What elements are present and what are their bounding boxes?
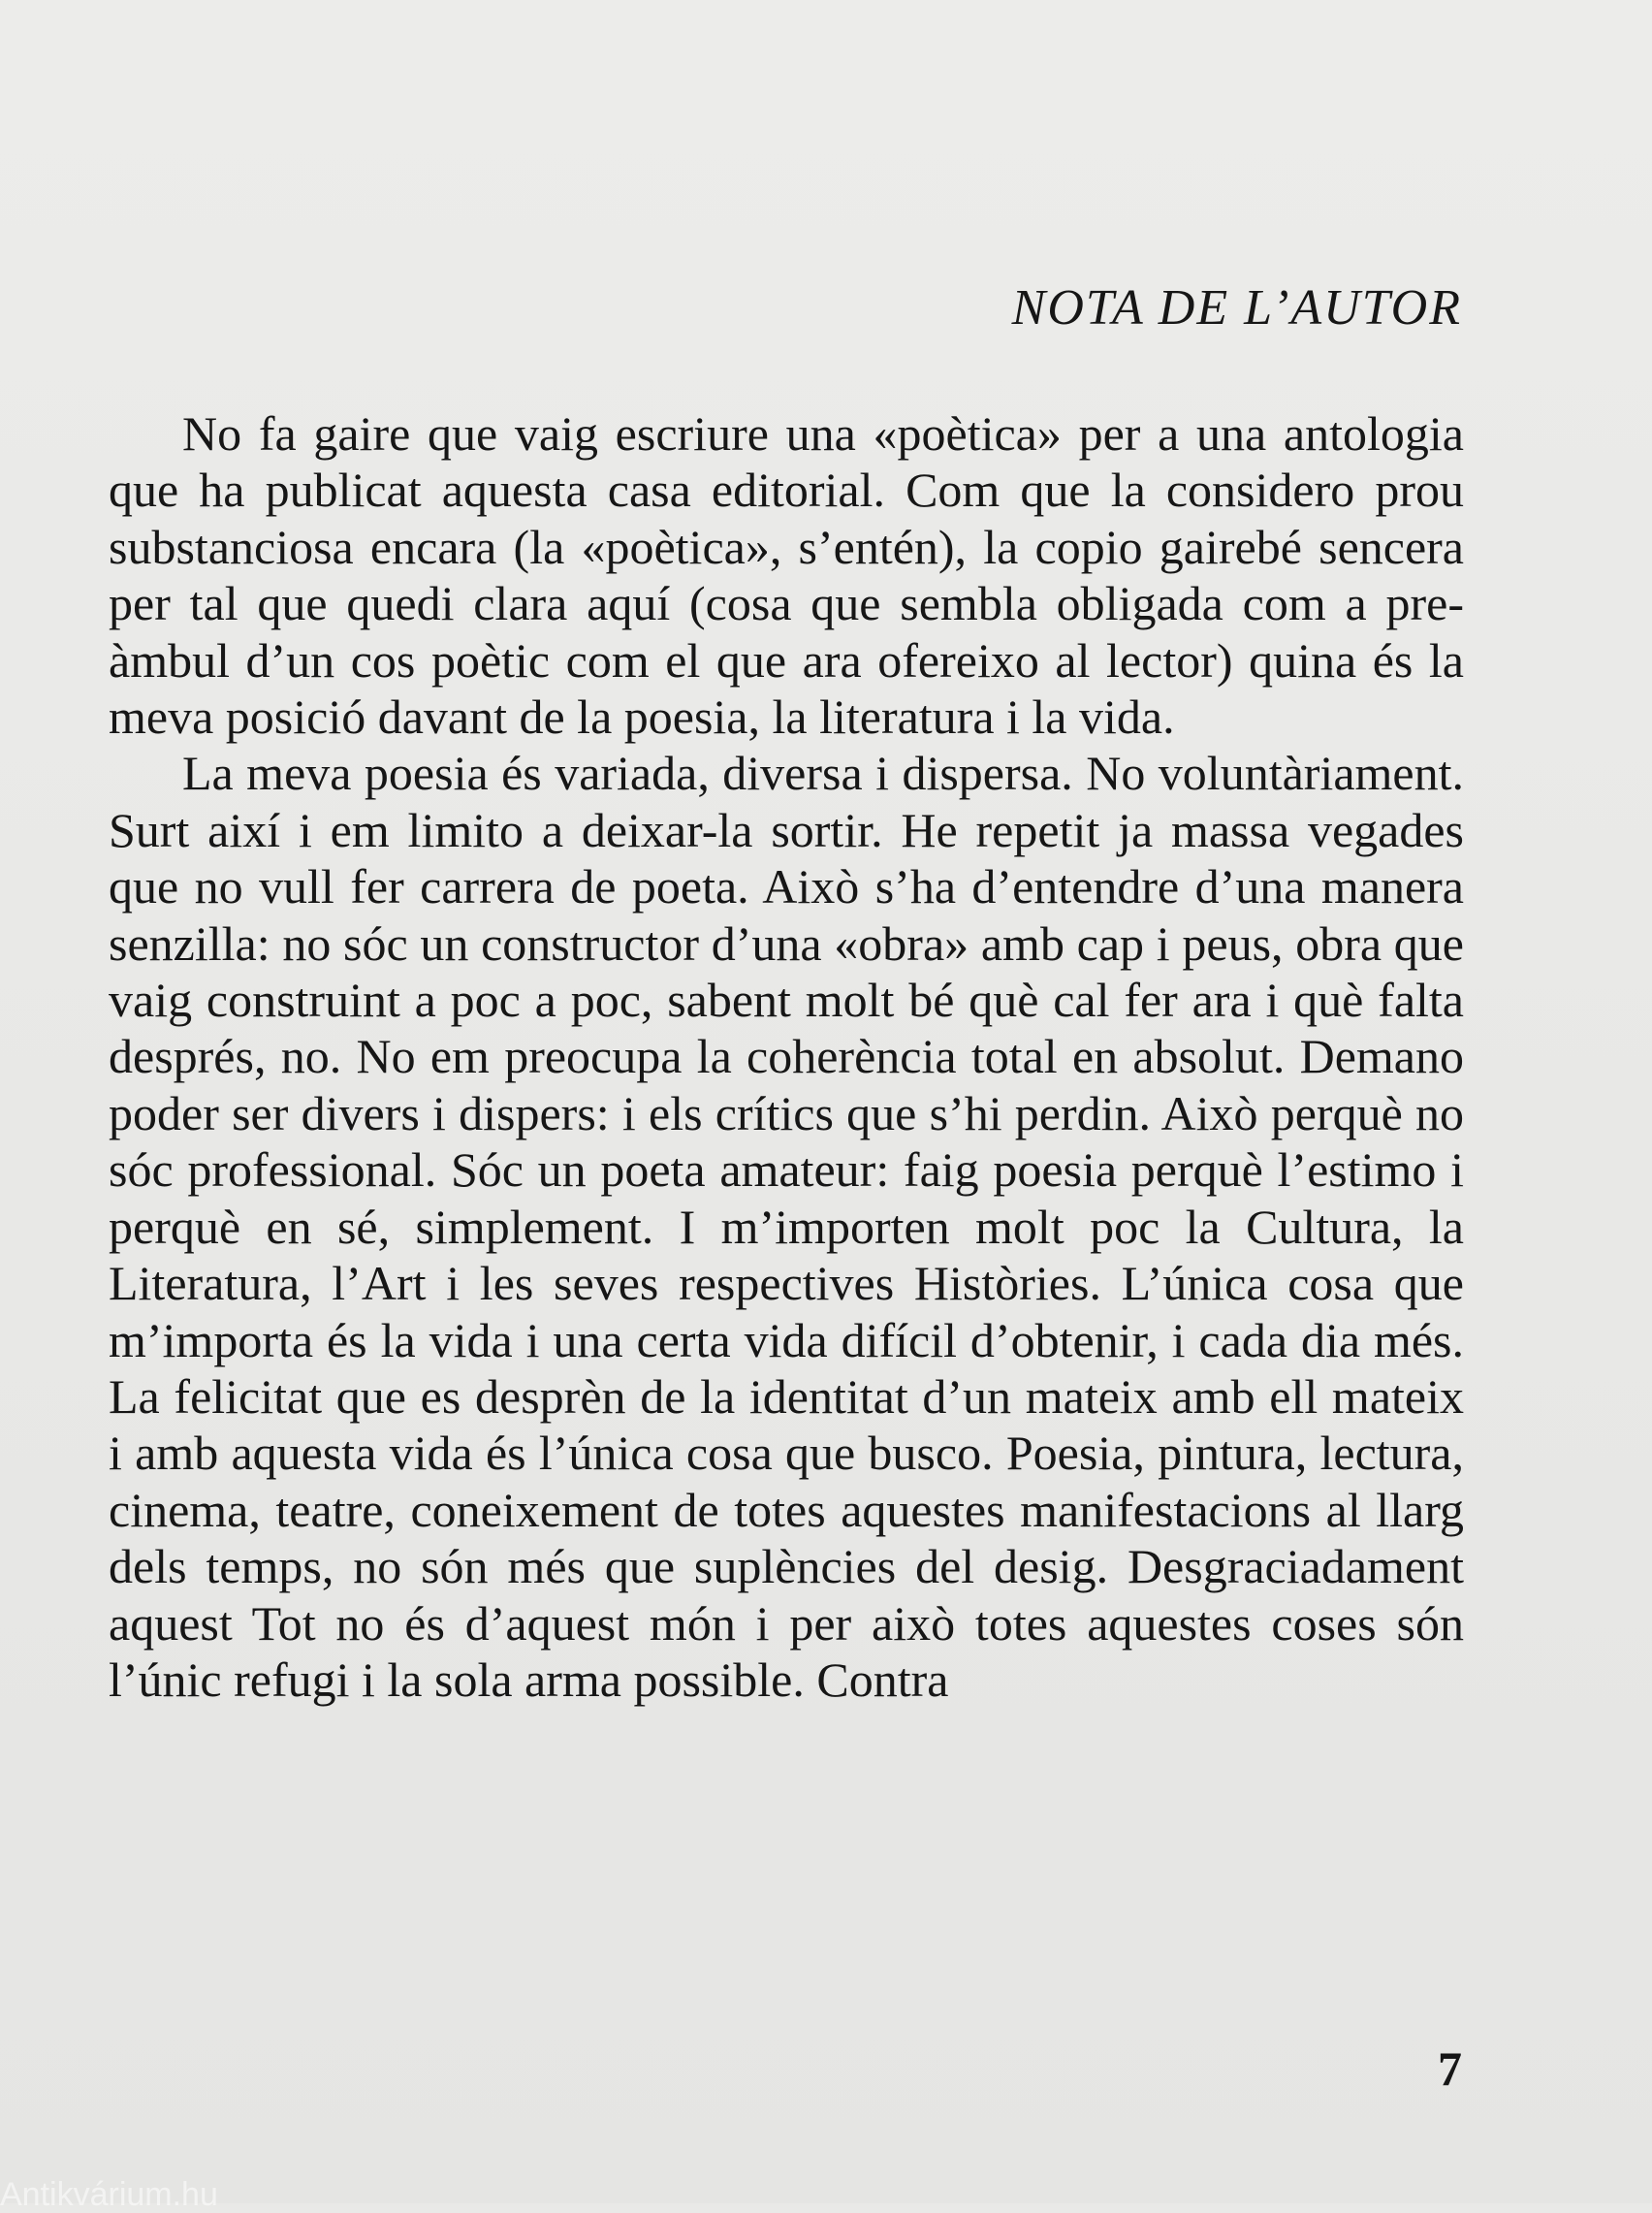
body-text <box>109 405 1464 1708</box>
paragraph-2: La meva poesia és variada, diversa i dispersa. No voluntàriament. Surt així i em limito a deixar-la sortir. He repetit ja massa vegades que no vull fer carrera de poeta. Això s’ha d’entendre d’una manera senzilla: no sóc un constructor d’una «obra» amb cap i peus, obra que vaig construint a poc a poc, sabent molt bé què cal fer ara i què falta després, no. No em preocupa la coherència total en absolut. Demano poder ser divers i dispers: i els crítics que s’hi perdin. Això perquè no sóc professional. Sóc un poeta amateur: faig poesia perquè l’estimo i perquè en sé, simplement. I m’importen molt poc la Cultura, la Literatura, l’Art i les seves respectives Històries. L’única cosa que m’importa és la vida i una certa vida difícil d’obtenir, i cada dia més. La felicitat que es desprèn de la identitat d’un mateix amb ell mateix i amb aquesta vida és l’única cosa que busco. Poesia, pintura, lectura, cinema, teatre, coneixement de totes aquestes manifestacions al llarg dels temps, no són més que suplències del desig. Desgraciadament aquest Tot no és d’aquest món i per això totes aquestes coses són l’únic refugi i la sola arma possible. Contra <box>109 746 1464 1707</box>
page-number: 7 <box>1438 2041 1462 2096</box>
watermark: Antikvárium.hu <box>0 2176 218 2213</box>
section-heading: NOTA DE L’AUTOR <box>1011 280 1462 336</box>
paragraph-1: No fa gaire que vaig escriure una «poètica» per a una antologia que ha publicat aquesta casa editorial. Com que la considero prou substanciosa encara (la «poètica», s’entén), la copio gairebé sencera per tal que quedi clara aquí (cosa que sembla obligada com a preàmbul d’un cos poètic com el que ara ofereixo al lector) quina és la meva posició davant de la poesia, la literatura i la vida. <box>109 406 1464 745</box>
